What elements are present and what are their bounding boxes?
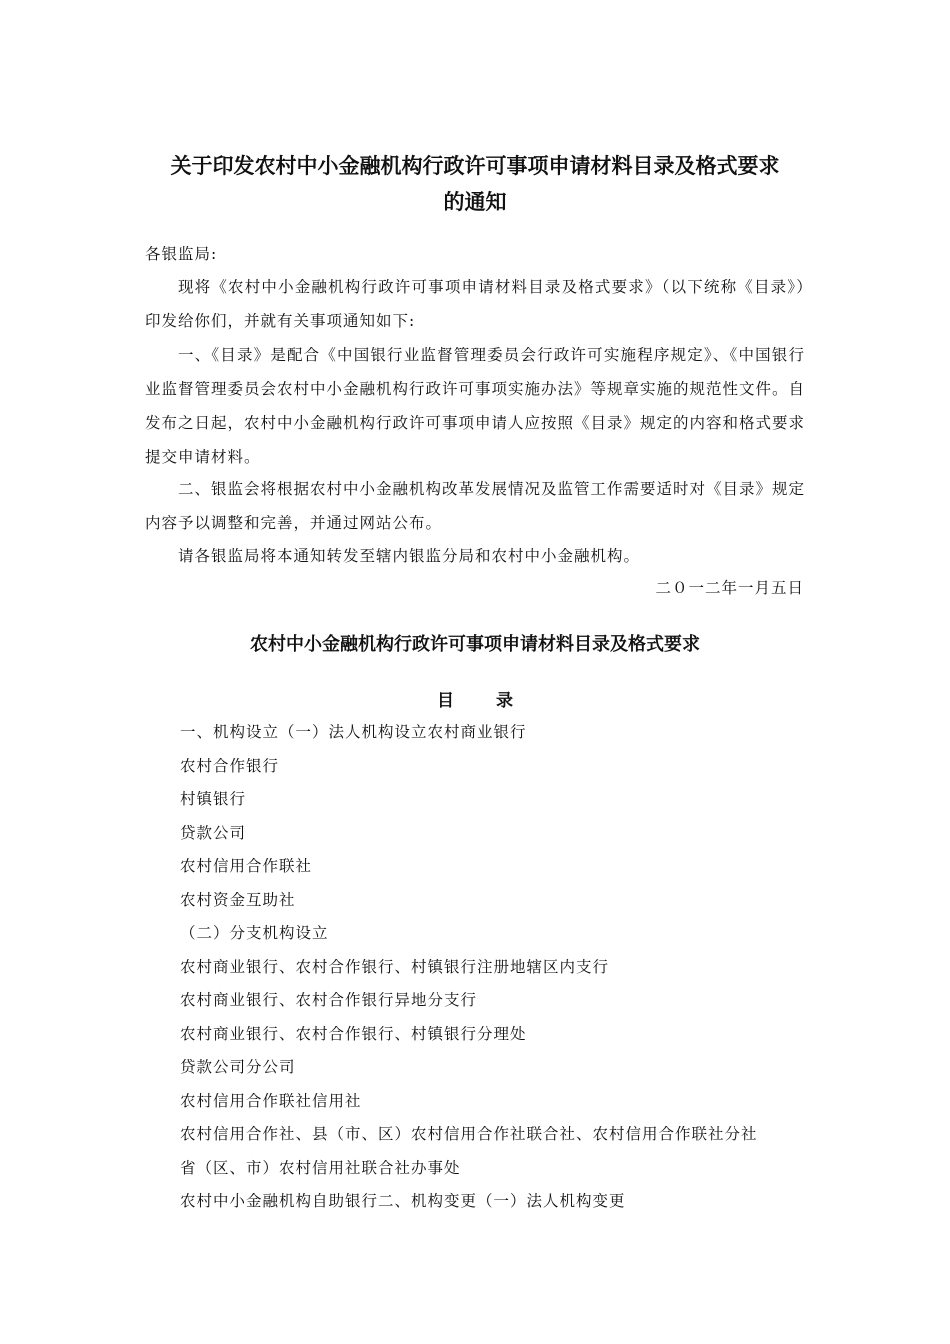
toc-item: 农村信用合作社、县（市、区）农村信用合作社联合社、农村信用合作联社分社 (180, 1125, 758, 1143)
toc-item: 农村信用合作联社 (180, 857, 313, 875)
paragraph-item-2: 二、银监会将根据农村中小金融机构改革发展情况及监管工作需要适时对《目录》规定内容予以调整和完善，并通过网站公布。 (145, 480, 806, 532)
toc-item: 贷款公司分公司 (180, 1058, 296, 1076)
attachment-title: 农村中小金融机构行政许可事项申请材料目录及格式要求 (250, 634, 700, 655)
issue-date: 二０一二年一月五日 (655, 579, 804, 597)
paragraph-intro: 现将《农村中小金融机构行政许可事项申请材料目录及格式要求》（以下统称《目录》）印发给你们，并就有关事项通知如下: (145, 278, 805, 330)
toc-item: 农村商业银行、农村合作银行、村镇银行分理处 (180, 1024, 527, 1043)
document-title-line-1: 关于印发农村中小金融机构行政许可事项申请材料目录及格式要求 (170, 154, 780, 178)
toc-item: 农村中小金融机构自助银行二、机构变更（一）法人机构变更 (180, 1192, 626, 1210)
paragraph-closing: 请各银监局将本通知转发至辖内银监分局和农村中小金融机构。 (178, 547, 641, 565)
salutation: 各银监局: (145, 245, 218, 263)
toc-item: 农村商业银行、农村合作银行异地分支行 (180, 991, 478, 1009)
toc-item: 省（区、市）农村信用社联合社办事处 (180, 1158, 461, 1177)
toc-list (180, 716, 820, 1219)
toc-item: 一、机构设立（一）法人机构设立农村商业银行 (180, 723, 527, 741)
toc-item: 农村合作银行 (180, 756, 280, 775)
toc-heading: 目 录 (437, 691, 513, 711)
toc-item: 贷款公司 (180, 823, 247, 842)
paragraph-item-1: 一、《目录》是配合《中国银行业监督管理委员会行政许可实施程序规定》、《中国银行业监督管理委员会农村中小金融机构行政许可事项实施办法》等规章实施的规范性文件。自发布之日起，农村中小金融机构行政许可事项申请人应按照《目录》规定的内容和格式要求提交申请材料。 (145, 346, 806, 466)
document-title-line-2: 的通知 (443, 190, 507, 214)
toc-item: 农村信用合作联社信用社 (180, 1091, 362, 1110)
toc-item: （二）分支机构设立 (180, 924, 329, 942)
toc-item: 农村资金互助社 (180, 890, 296, 909)
toc-item: 村镇银行 (180, 790, 247, 808)
toc-item: 农村商业银行、农村合作银行、村镇银行注册地辖区内支行 (180, 957, 610, 976)
